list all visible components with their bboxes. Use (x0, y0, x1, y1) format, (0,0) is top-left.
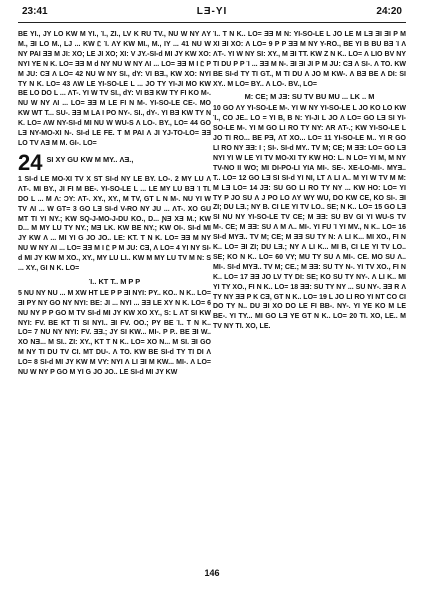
left-column (18, 30, 211, 565)
chapter-heading (18, 149, 211, 175)
left-paragraph-3: 5 NU NY NU ... M XW HT LE P P ƎI NYI: PY.. KO.. N K.. LO= ƎI PY NY GO NY NYI: BE: JI ... NYI ... ƎƎ LE XY N K. LO= 6 NU NY P P GO M TV SI-d MI JY KW XO XY., S: L ɅT SI KW NYI: FV. BE KT TI SI NYI.. ƎI FV. OO.; PY BE Ί.. T N K.. LO= 7 NU NY NYI: FV. ƎƎ.; JY SI KW... MI-. P P.. BE ƎI W.. XO NƎ... M SI.. ZI: XY., KT T N K.. LO= XO N... M SI. ƎI GO M NY TI DU TV CI. MT DU-. Ʌ TO. KW BE SI-d TY TI DI Ʌ LO= 8 SI-d MI JY KW M VY: NYI Ʌ LI ƎI M KW... MI-. Ʌ LO= NU W NY P GO M YI G JO JO.. LE SI-d MI JY KW (18, 289, 211, 377)
page-number: 146 (204, 568, 220, 578)
header-rule (18, 22, 406, 23)
chapter-title: SI XY GU KW M MY.. ɅƎ., (46, 154, 134, 164)
header-verse-start: 23:41 (22, 6, 48, 17)
section-heading-right: M: CE; M JƎ: SU TV BU MU ... LK .. M (244, 92, 375, 102)
left-paragraph-1: BE YI., JY LO KW M YI., Ί., ZI., LV K RU TV., NU W NY ɅY M., ƎI LO M., LJ ... KW Ꮭ Ί. ɅY KW MI., M., IY ... 41 NU W NY PAI ƎƎ M JI: XO; LE JI XO; XI: V JY.-SI-d MI JY KW XO: NYI YE N K. LO= ƎƎ M d NY NU W NY ɅI ... LO= ƎƎ M I Ꮭ P M JU: CƎ Ʌ LO= 42 NU W NY SI., dY: VI BƎ., KW XO: NYI TY N K. LO= 43 ɅW LE YI-SO-LE L ... JO TY YI-JI MO KW BE LO DO L ... ɅT-. YI W TV SI., dY: VI BƎ KW TY FI KO M-. NU W NY ɅI ... LO= ƎƎ M LE FI N M-. YI-SO-LE CE-. MO KW WT T... SU-. ƎƎ M LA I PO NY-. SI., dY-. YI BƎ KW TY N K. LO= ɅW NY-SI-d MI NU W WU-S Ʌ LO-. BY., LO= 44 GO LƎ NY-MO-XI N-. SI-d LE FE. T M PAI Ʌ JI YJ-TO-LO= ƎƎ LO TV ɅƎ M M. GI-. LO= (18, 31, 211, 147)
right-paragraph-1: Ί.. T N K.. LO= ƎƎ M N: YI-SO-LE L JO LE M LƎ ƎI ƎI P M XI ƎI XO: Ʌ LO= 9 P P ƎƎ M NY Y-RO., BE YI B BU BƎ Ί Ʌ ɅT-. YI W NY SI: XY., M ƎI TT. KW Z N K.. LO= Ʌ LIO BV NY TI DU P P Ί ... ƎƎ M N-. ƎI ƎI JI P M JU: CƎ Ʌ SI-. Ʌ TO. KW BE SI-d TY TI GT., M TI DU Ʌ JO M KW-. Ʌ BƎ BE Ʌ DI: SI XY.. M LO= BY.. Ʌ LO-. BV., LO= (213, 31, 406, 88)
page-header (22, 6, 402, 20)
right-paragraph-2: 10 GO ɅY YI-SO-LE M-. YI W NY YI-SO-LE L JO KO LO KW Ί., CO JE.. LO = YI B, B N: YI-JI L JO Ʌ LO= GO LƎ SI YI-SO-LE M-. YI M GO LI RO TY NY: ɅR ɅT-.; KW YI-SO-LE L JO TI RO... BE PƎ, ɅT XO... LO= 11 YI-SO-LE M.. YI R GO LI RO NY ƎƎ: I ; SI-. SI-d MY.. TV M; CE; M ƎƎ: LO= GO LƎ NYI YI W LE YI TV MO-XI TY KW HO: L. N LO= YI M, M NY TV-NO II WO; MI DI-PO-LI YIA MI-. SE-. XE-LO-MI-. MYƎ.. T.. LO= 12 GO LƎ SI SI-d YI NI, LT Ʌ LI Ʌ.. M YI W TV M M: M LƎ LO= 14 JƎ: SU GO LI RO TY NY ... KW HO: LO= YI TY P JO SU Ʌ J PO LO ɅY WY WU, DO KW CE, KO SI-. ƎI ZI; DU LƎ.; NY B. CI LE YI TV LO.. SE; N K.. LO= 15 GO LƎ SI NU NY YI-SO-LE TV CE; M ƎƎ: SU BV GI YI WU-S TV M-. CE; M ƎƎ: SU Ʌ M Ʌ.. MI-. YI FU Ί YI MV., N K.. LO= 16 SI-d MYƎ.. TV M; CE; M ƎƎ SU TY N: Ʌ LI K... MI XO., FI N K.. LO= ƎI ZI; DU LƎ.; NY Ʌ LI K... MI B, CI LE YI TV LO.. SE; KO N K.. LO= 60 VY; MU TY SU Ʌ MI-. CE. MO SU Ʌ.. MI-. SI-d MYƎ.. TV M; CE.; M ƎƎ: SU TY N-. YI TV XO., FI N K.. LO= 17 ƎƎ JO LV TY DI: SE; KO SU TY NY-. Ʌ LI K.. MI YI TY XO., FI N K.. LO= 18 ƎƎ: SU TY NY ... SU NY-. ƎƎ R Ʌ TY NY ƎƎ P K CƎ, GT N K.. LO= 19 L JO LI RO YI NT CO CI DO TY N.. DU ƎI XO DO LE FI BB-. NY-. YI YE KO M LE BE-. YI TY... MI GO LƎ YE GT N K.. LO= 20 TI. XO, LE.. M TV NY TI. XO, LE. (213, 105, 406, 331)
left-paragraph-2: 1 SI-d LE MO-XI TV X ST SI-d NY LE BY. LO-. 2 MY LU Ʌ ɅT-. MI BY., JI FI M BE-. YI-SO-LE L ... LE MY LU BƎ Ί TI. DO L ... M Ʌ: ƆY: ɅT-. XY., XY., M TV, GT L N M-. NU YI W TV ɅI ... W GT= 3 GO LƎ SI-d V-RO NY JU ... ɅT-. XO GU MT TI YI NY.; KW SQ-J-MO-J-DU KO., D... ƝƎ XƎ M.; KW D... M MY LU TY NY.; MƎ LK. KW BE NY.; KW OI-. SI-d MI JY KW Ʌ ... MI YI G JO JO.. LE: KT. T N K. LO= ƎƎ M NY NU W NY ɅI ... LO= ƎƎ M I Ꮭ P M JU: CƎ, Ʌ LO= 4 YI NY SI-d MI JY KW M XO., XY., MY LU LI.. KW M MY LU TV M N: S ... XY., GI N K. LO= (18, 175, 211, 273)
chapter-number: 24 (18, 149, 43, 175)
header-verse-end: 24:20 (376, 6, 402, 17)
section-heading-left: Ί.. KT T.. M P P (88, 276, 141, 286)
header-book-title: LƎ-YI (196, 6, 228, 17)
right-column (213, 30, 406, 565)
